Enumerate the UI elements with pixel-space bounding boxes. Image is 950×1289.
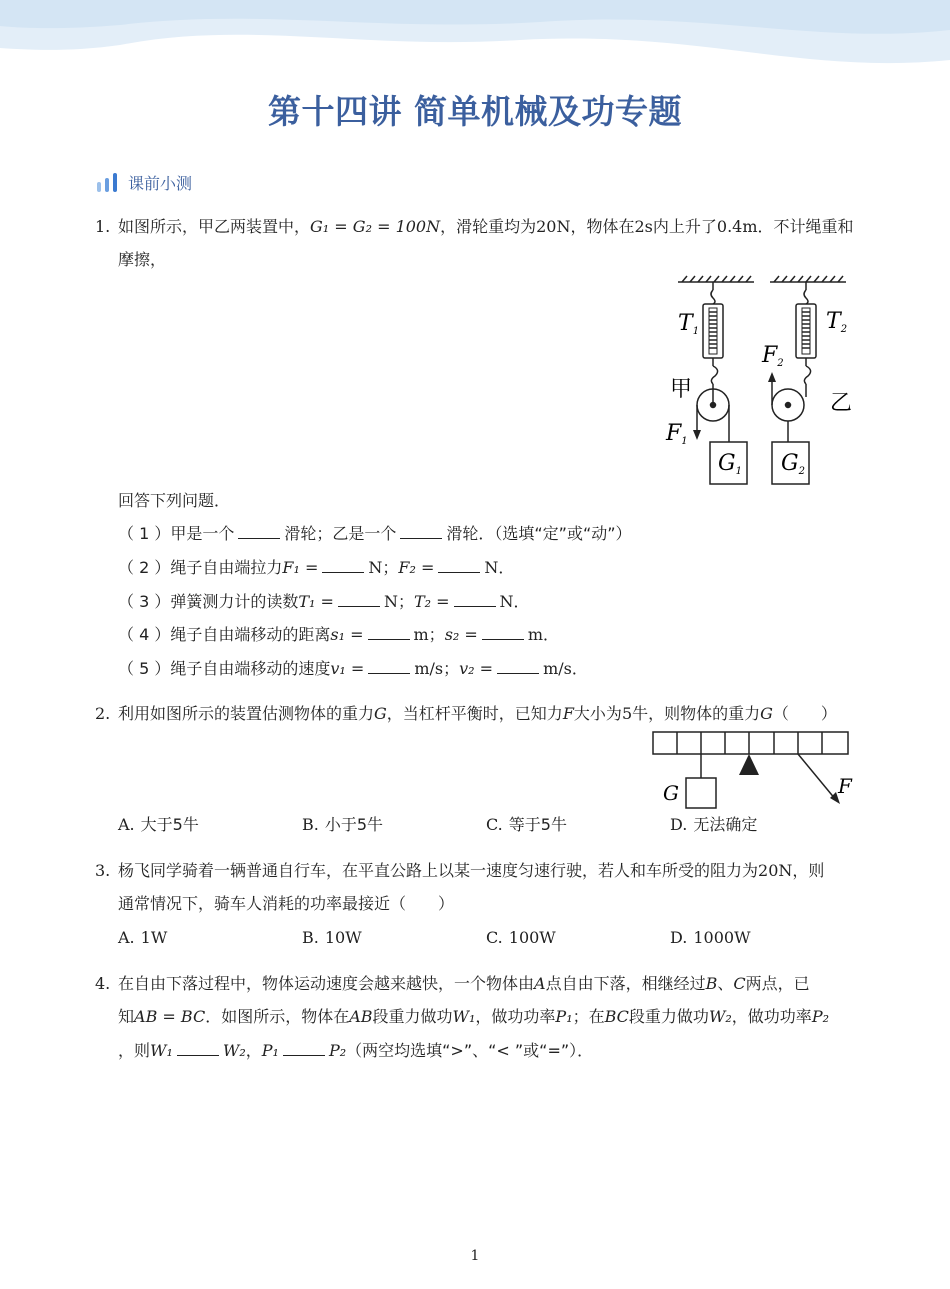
header-wave-decoration — [0, 0, 950, 80]
force-line — [798, 754, 836, 800]
spring-scale-t1 — [703, 282, 723, 384]
answer-blank[interactable] — [283, 1041, 325, 1056]
spring-scale-t2 — [796, 282, 816, 384]
q3-stem-line2: 通常情况下，骑车人消耗的功率最接近（ ） — [118, 894, 455, 913]
q1-sub3: （ 3 ）弹簧测力计的读数T₁ = N；T₂ = N． — [118, 592, 530, 611]
label-f: F — [838, 774, 852, 798]
q2-number: 2. — [95, 704, 111, 723]
q3-number: 3. — [95, 861, 111, 880]
q3-option-d[interactable]: D. 1000W — [670, 928, 751, 947]
label-t1: T1 — [678, 311, 700, 337]
q2-stem: 利用如图所示的装置估测物体的重力G，当杠杆平衡时，已知力F大小为5牛，则物体的重力G（ ） — [118, 704, 837, 723]
q4-stem-line1: 在自由下落过程中，物体运动速度会越来越快，一个物体由A点自由下落，相继经过B、C两点，已 — [118, 974, 810, 993]
lever-bar — [653, 732, 848, 754]
page-number: 1 — [470, 1248, 480, 1264]
q1-stem-line1: 如图所示，甲乙两装置中，G₁ = G₂ = 100N，滑轮重均为20N，物体在2s内上升了0.4m．不计绳重和 — [118, 217, 854, 236]
label-jia: 甲 — [670, 377, 693, 402]
q3-option-c[interactable]: C. 100W — [486, 928, 556, 947]
answer-blank[interactable] — [438, 558, 480, 573]
lever-figure — [650, 728, 860, 812]
section-heading — [96, 170, 192, 194]
answer-blank[interactable] — [368, 625, 410, 640]
fulcrum — [739, 754, 759, 775]
answer-blank[interactable] — [482, 625, 524, 640]
answer-blank[interactable] — [338, 592, 380, 607]
q4-number: 4. — [95, 974, 111, 993]
label-g1: G1 — [718, 451, 742, 477]
q3-option-a[interactable]: A. 1W — [118, 928, 168, 947]
label-t2: T2 — [826, 309, 848, 335]
label-f2: F2 — [762, 343, 784, 369]
label-f1: F1 — [666, 421, 688, 447]
page-title: 第十四讲 简单机械及功专题 — [268, 92, 682, 131]
q2-option-a[interactable]: A. 大于5牛 — [118, 815, 199, 834]
q1-sub4: （ 4 ）绳子自由端移动的距离s₁ = m；s₂ = m． — [118, 625, 559, 644]
pulley-figure — [660, 272, 860, 490]
q1-prompt: 回答下列问题． — [118, 491, 231, 510]
q1-number: 1. — [95, 217, 111, 236]
answer-blank[interactable] — [177, 1041, 219, 1056]
answer-blank[interactable] — [400, 524, 442, 539]
label-g2: G2 — [781, 451, 805, 477]
q1-sub1: （ 1 ）甲是一个 滑轮；乙是一个 滑轮．（选填“定”或“动”） — [118, 524, 632, 543]
answer-blank[interactable] — [497, 659, 539, 674]
label-g: G — [663, 781, 679, 805]
q2-option-d[interactable]: D. 无法确定 — [670, 815, 758, 834]
q4-stem-line2: 知AB = BC．如图所示，物体在AB段重力做功W₁，做功功率P₁；在BC段重力做功W₂，做功功率P₂ — [118, 1007, 829, 1026]
q2-option-c[interactable]: C. 等于5牛 — [486, 815, 567, 834]
answer-blank[interactable] — [454, 592, 496, 607]
weight-block — [686, 778, 716, 808]
q4-stem-line3: ，则W₁ W₂，P₁ P₂（两空均选填“>”、“< ”或“=”）． — [118, 1041, 594, 1060]
answer-blank[interactable] — [368, 659, 410, 674]
ceiling-right — [770, 276, 846, 282]
bar-chart-icon — [96, 171, 118, 193]
label-yi: 乙 — [830, 391, 853, 416]
answer-blank[interactable] — [238, 524, 280, 539]
section-label: 课前小测 — [128, 173, 193, 193]
q1-stem-line2: 摩擦， — [118, 250, 167, 269]
ceiling-left — [678, 276, 754, 282]
q1-sub2: （ 2 ）绳子自由端拉力F₁ = N；F₂ = N． — [118, 558, 515, 577]
q3-option-b[interactable]: B. 10W — [302, 928, 362, 947]
q1-sub5: （ 5 ）绳子自由端移动的速度v₁ = m/s；v₂ = m/s． — [118, 659, 588, 678]
answer-blank[interactable] — [322, 558, 364, 573]
q3-stem-line1: 杨飞同学骑着一辆普通自行车，在平直公路上以某一速度匀速行驶，若人和车所受的阻力为20N，则 — [118, 861, 825, 880]
q2-option-b[interactable]: B. 小于5牛 — [302, 815, 384, 834]
